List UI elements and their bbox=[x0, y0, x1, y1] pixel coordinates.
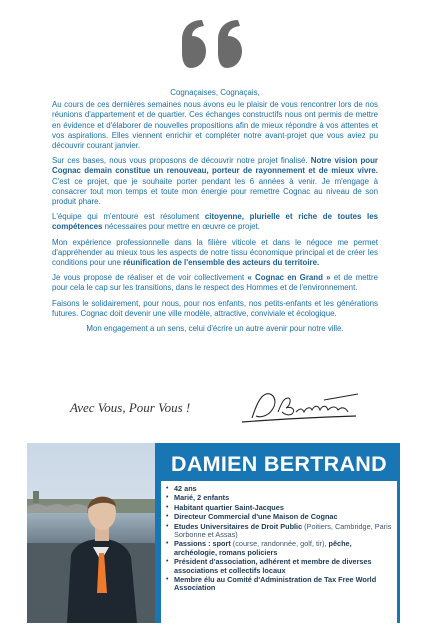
text: Sur ces bases, nous vous proposons de découvrir notre projet finalisé. bbox=[52, 156, 311, 166]
bio-facts-list bbox=[161, 481, 397, 623]
list-item bbox=[161, 523, 397, 540]
letter-paragraph-6: Faisons le solidairement, pour nous, pour nos enfants, nos petits-enfants et les générations futures. Cognac doit devenir une ville modèle, attractive, conviviale et écologique. bbox=[52, 298, 378, 318]
emphasis: réunification de l'ensemble des acteurs du territoire. bbox=[123, 258, 320, 268]
text: et de mettre pour cela le cap sur les transitions, dans le respect des Hommes et de l'environnement. bbox=[52, 273, 378, 293]
letter-body bbox=[52, 88, 378, 339]
letter-paragraph-3 bbox=[52, 212, 378, 232]
bullet-icon: • bbox=[166, 503, 169, 511]
letter-paragraph-7: Mon engagement a un sens, celui d'écrire un autre avenir pour notre ville. bbox=[86, 324, 344, 334]
bullet-icon: • bbox=[166, 513, 169, 521]
quote-icon bbox=[178, 18, 248, 70]
handwritten-signature bbox=[238, 388, 362, 428]
letter-paragraph-5 bbox=[52, 273, 378, 293]
bullet-icon: • bbox=[166, 485, 169, 492]
text: nécessaires pour mettre en œuvre ce projet. bbox=[102, 222, 260, 232]
fact-detail: (course, randonnée, golf, tir), bbox=[230, 539, 329, 549]
emphasis: Notre vision pour Cognac demain constitue un renouveau, porteur de rayonnement et de mieux vivre. bbox=[52, 156, 378, 176]
list-item bbox=[161, 558, 397, 575]
letter-paragraph-1: Au cours de ces dernières semaines nous avons eu le plaisir de vous rencontrer lors de nos réunions d'appartement et de quartier. Ces échanges constructifs nous ont permis de mettre en évidence et d'élaborer de nouvelles propositions afin de mieux répondre à vos attentes et vos aspirations. Elles viennent enrichir et compléter notre avant-projet que vous aviez pu découvrir courant janvier. bbox=[52, 100, 378, 151]
text: C'est ce projet, que je souhaite porter pendant les 6 années à venir. Je m'engage à consacrer tout mon temps et toute mon énergie pour remettre Cognac au niveau de son produit phare. bbox=[52, 176, 378, 207]
letter-paragraph-4 bbox=[52, 238, 378, 269]
fact-text: Directeur Commercial d'une Maison de Cognac bbox=[174, 512, 338, 522]
fact-text: Marié, 2 enfants bbox=[174, 493, 230, 503]
list-item bbox=[161, 540, 397, 557]
emphasis: « Cognac en Grand » bbox=[247, 273, 331, 283]
candidate-bio-panel bbox=[27, 443, 400, 623]
list-item bbox=[161, 494, 397, 502]
emphasis: citoyenne, plurielle et riche de toutes les compétences bbox=[52, 212, 378, 232]
letter-greeting: Cognaçaises, Cognaçais, bbox=[170, 88, 260, 97]
bullet-icon: • bbox=[166, 540, 169, 548]
bullet-icon: • bbox=[166, 494, 169, 502]
fact-text: Président d'association, adhérent et membre de diverses associations et collectifs locaux bbox=[174, 557, 372, 575]
bullet-icon: • bbox=[166, 576, 169, 584]
list-item bbox=[161, 504, 397, 512]
text: L'équipe qui m'entoure est résolument bbox=[52, 212, 205, 222]
bullet-icon: • bbox=[166, 522, 169, 530]
fact-text: Passions : sport bbox=[174, 539, 231, 549]
fact-text: 42 ans bbox=[174, 484, 197, 493]
signature-row bbox=[70, 388, 370, 428]
text: Je vous propose de réaliser et de voir collectivement bbox=[52, 273, 248, 283]
text: Mon expérience professionnelle dans la filière viticole et dans le négoce me permet d'appréhender au mieux tous les aspects de notre tissu économique principal et de créer les conditions pour une bbox=[52, 237, 378, 268]
signature-slogan: Avec Vous, Pour Vous ! bbox=[70, 400, 191, 415]
candidate-name: DAMIEN BERTRAND bbox=[171, 452, 387, 476]
fact-text: Habitant quartier Saint-Jacques bbox=[174, 502, 284, 512]
letter-paragraph-2 bbox=[52, 156, 378, 207]
fact-text: pêche, archéologie, romans policiers bbox=[174, 539, 352, 557]
fact-text: Membre élu au Comité d'Administration de Tax Free World Association bbox=[174, 575, 377, 593]
list-item bbox=[161, 513, 397, 521]
list-item bbox=[161, 576, 397, 593]
candidate-photo bbox=[27, 443, 155, 623]
list-item bbox=[161, 485, 397, 493]
bullet-icon: • bbox=[166, 558, 169, 566]
fact-text: Etudes Universitaires de Droit Public bbox=[174, 521, 303, 531]
fact-detail: (Poitiers, Cambridge, Paris Sorbonne et Assas) bbox=[174, 521, 392, 540]
